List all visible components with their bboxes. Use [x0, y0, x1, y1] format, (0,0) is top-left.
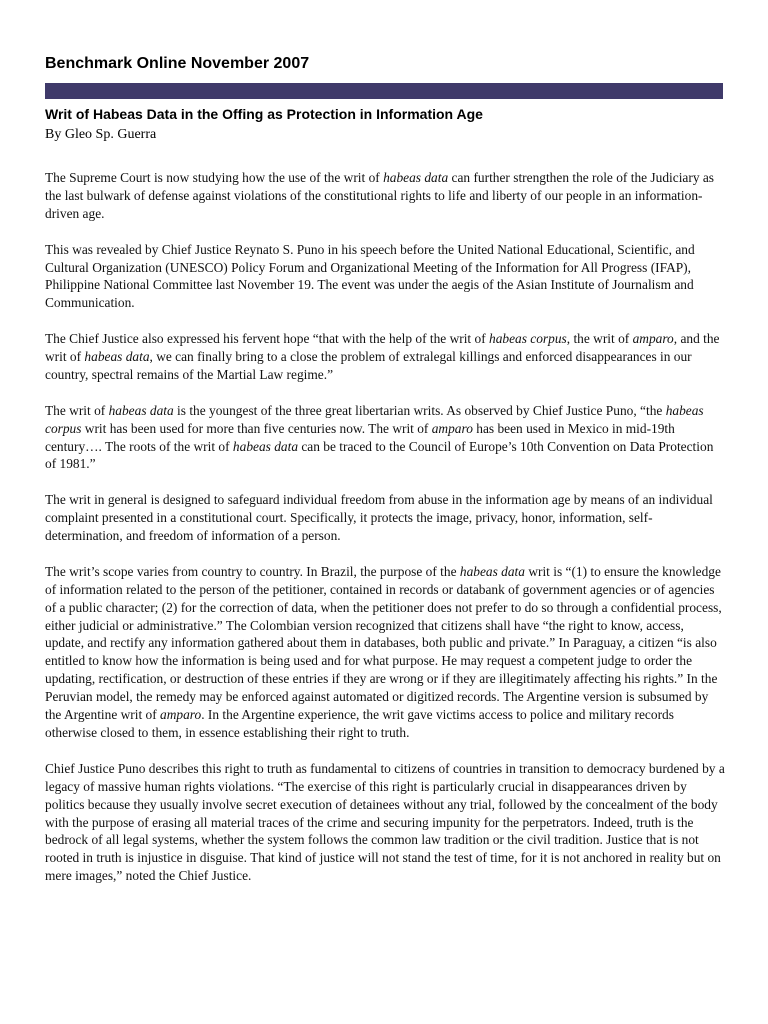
italic-term: habeas data	[232, 438, 299, 454]
article-paragraph	[45, 760, 725, 885]
publication-masthead: Benchmark Online November 2007	[45, 55, 310, 72]
text-run: The writ’s scope varies from country to country. In Brazil, the purpose of the	[45, 563, 460, 579]
text-run: can further strengthen the role of the Judiciary as the last bulwark of defense against violations of the constitutional rights to life and liberty of our people in an information-driven age.	[45, 170, 715, 221]
italic-term: amparo	[431, 420, 473, 436]
article-paragraph	[45, 330, 725, 384]
italic-term: amparo	[632, 331, 674, 347]
italic-term: habeas data	[459, 563, 525, 579]
article-headline: Writ of Habeas Data in the Offing as Protection in Information Age	[45, 106, 483, 122]
text-run: . In the Argentine experience, the writ gave victims access to police and military records otherwise closed to them, in essence establishing their right to truth.	[45, 707, 674, 741]
italic-term: habeas data	[108, 402, 174, 418]
text-run: , and the writ of	[45, 331, 720, 365]
text-run: , we can finally bring to a close the problem of extralegal killings and enforced disappearances in our country, spectral remains of the Martial Law regime.”	[45, 349, 692, 382]
article-paragraph	[45, 563, 725, 742]
italic-term: habeas corpus	[45, 402, 704, 436]
header-bar	[45, 83, 723, 99]
article-byline: By Gleo Sp. Guerra	[45, 127, 157, 142]
italic-term: habeas corpus	[489, 331, 567, 347]
text-run: has been used in Mexico in mid-19th century…. The roots of the writ of	[45, 420, 675, 454]
text-run: is the youngest of the three great libertarian writs. As observed by Chief Justice Puno, “the	[173, 402, 666, 418]
text-run: The writ of	[45, 402, 109, 418]
article-paragraph	[45, 491, 725, 545]
text-run: writ has been used for more than five centuries now. The writ of	[81, 420, 432, 436]
text-run: writ is “(1) to ensure the knowledge of information related to the person of the petitioner, contained in records or databank of government agencies or of agencies of a public character; (2) for the correction of data, when the petitioner does not prefer to do so through a confidential process, either judicial or administrative.” The Colombian version recognized that citizens shall have “the right to know, access, update, and rectify any information gathered about them in databases, both public and private.” In Paraguay, a citizen “is also entitled to know how the information is being used and for what purpose. He may request a competent judge to order the updating, rectification, or destruction of these entries if they are wrong or if they are illegitimately affecting his rights.” In the Peruvian model, the remedy may be enforced against automated or digitized records. The Argentine version is subsumed by the Argentine writ of	[45, 563, 722, 723]
text-run: Chief Justice Puno describes this right to truth as fundamental to citizens of countries in transition to democracy burdened by a legacy of massive human rights violations. “The exercise of this right is particularly crucial in disappearances driven by politics because they usually involve secret execution of detainees without any trial, followed by the concealment of the body with the purpose of erasing all material traces of the crime and securing impunity for the perpetrators. Indeed, truth is the bedrock of all legal systems, whether the system follows the common law tradition or the civil tradition. Justice that is not rooted in truth is injustice in disguise. That kind of justice will not stand the test of time, for it is not anchored in reality but on mere images,” noted the Chief Justice.	[45, 760, 725, 884]
text-run: The Chief Justice also expressed his fervent hope “that with the help of the writ of	[45, 331, 489, 347]
italic-term: habeas data	[84, 349, 150, 365]
text-run: The writ in general is designed to safeguard individual freedom from abuse in the information age by means of an individual complaint presented in a constitutional court. Specifically, it protects the image, privacy, honor, information, self-determination, and freedom of information of a person.	[45, 492, 713, 544]
italic-term: habeas data	[383, 170, 449, 185]
text-run: The Supreme Court is now studying how the use of the writ of	[45, 170, 384, 185]
article-body	[45, 169, 725, 903]
text-run: can be traced to the Council of Europe’s 10th Convention on Data Protection of 1981.”	[45, 438, 714, 472]
article-paragraph	[45, 402, 725, 474]
text-run: This was revealed by Chief Justice Reynato S. Puno in his speech before the United National Educational, Scientific, and Cultural Organization (UNESCO) Policy Forum and Organizational Meeting of the Information for All Progress (IFAP), Philippine National Committee last November 19. The event was under the aegis of the Asian Institute of Journalism and Communication.	[45, 241, 695, 311]
article-paragraph	[45, 241, 725, 313]
article-paragraph	[45, 169, 725, 223]
text-run: , the writ of	[566, 331, 633, 347]
italic-term: amparo	[160, 707, 202, 723]
